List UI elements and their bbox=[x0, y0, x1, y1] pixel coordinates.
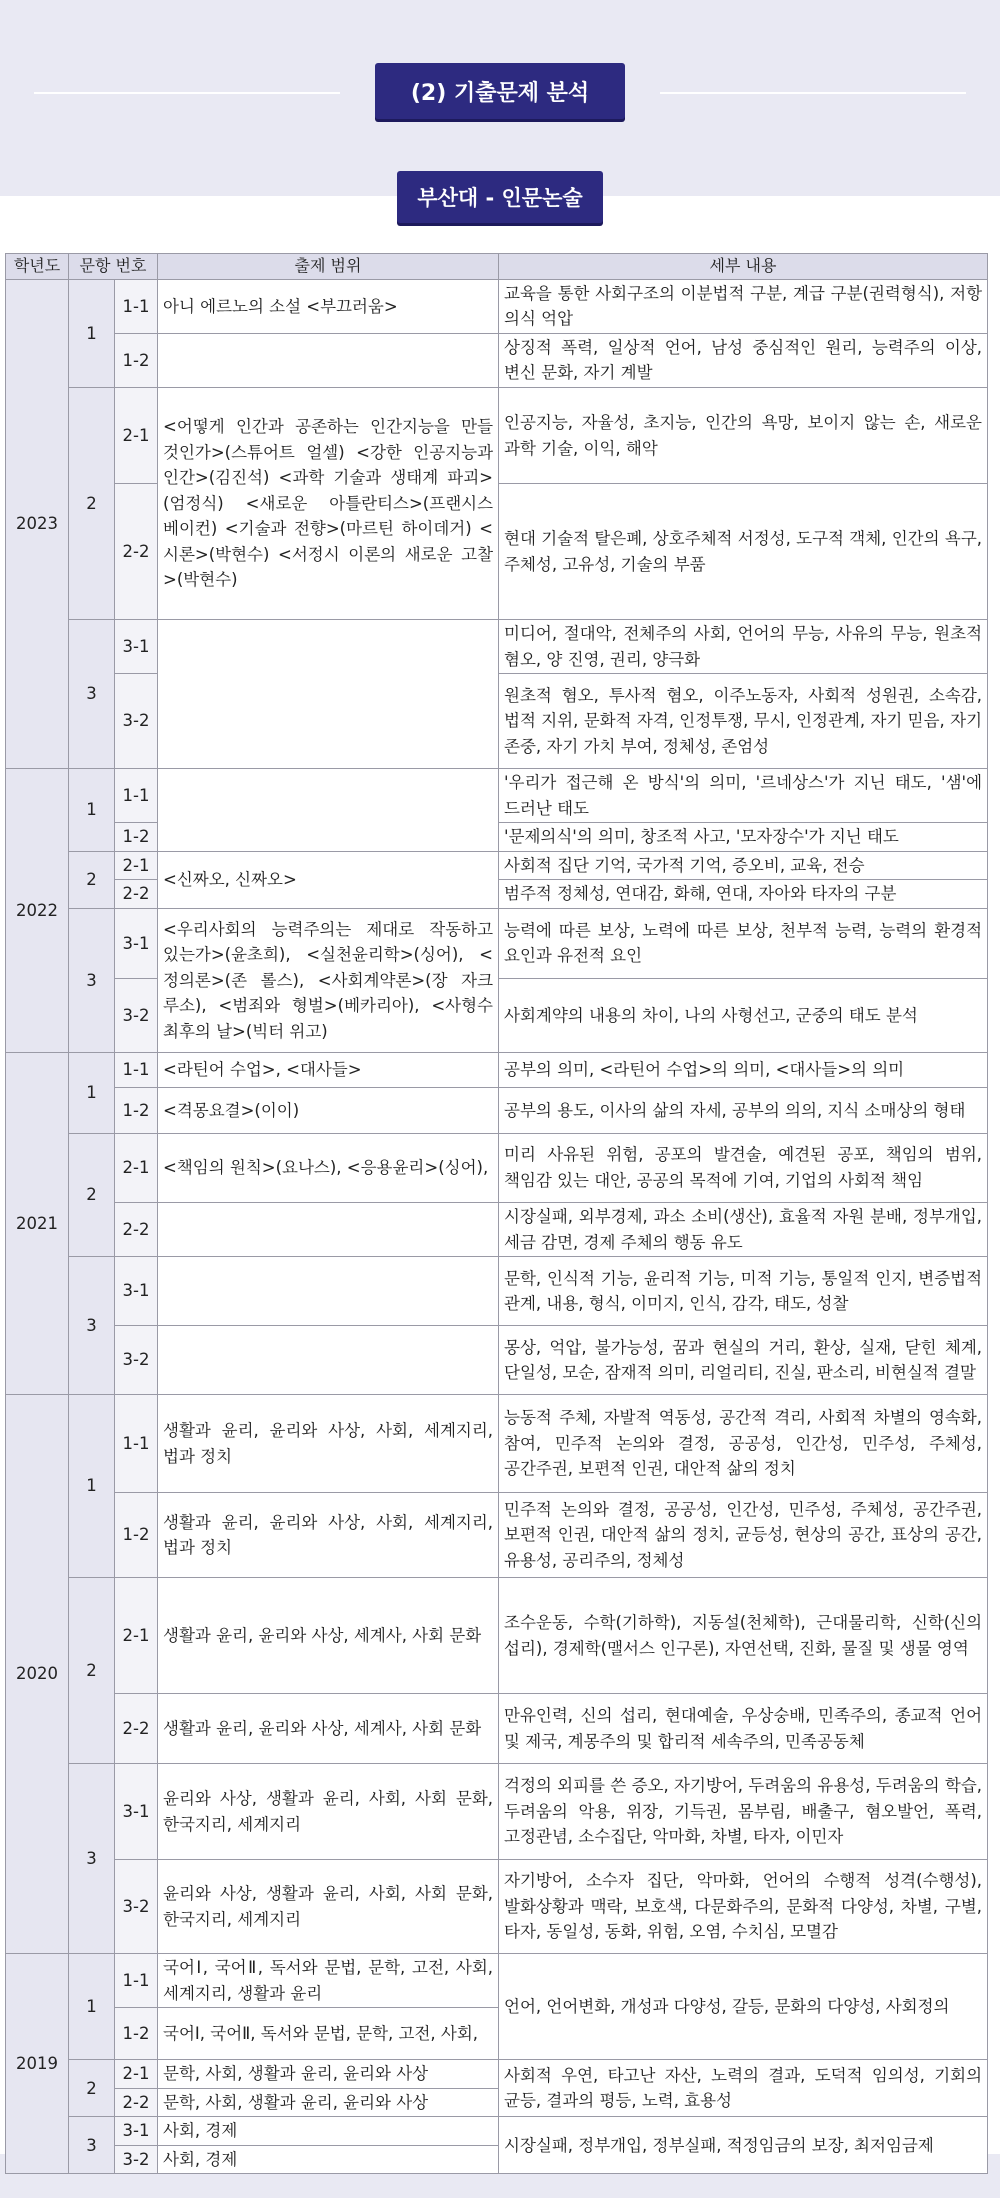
sub-question-cell: 1-2 bbox=[115, 1493, 158, 1578]
scope-cell bbox=[158, 620, 499, 769]
sub-question-cell: 1-1 bbox=[115, 279, 158, 333]
table-row bbox=[6, 1493, 988, 1578]
decorative-line-right bbox=[660, 92, 966, 94]
table-row bbox=[6, 1052, 988, 1087]
scope-cell: 국어Ⅰ, 국어Ⅱ, 독서와 문법, 문학, 고전, 사회, bbox=[158, 2008, 499, 2060]
sub-question-cell: 2-2 bbox=[115, 2088, 158, 2117]
col-header-scope: 출제 범위 bbox=[158, 254, 499, 280]
question-cell: 3 bbox=[69, 2117, 115, 2174]
sub-question-cell: 2-2 bbox=[115, 1694, 158, 1764]
year-cell: 2020 bbox=[6, 1395, 69, 1954]
sub-question-cell: 3-1 bbox=[115, 908, 158, 978]
question-cell: 1 bbox=[69, 1052, 115, 1133]
sub-question-cell: 3-1 bbox=[115, 1257, 158, 1326]
table-row bbox=[6, 620, 988, 674]
scope-cell: 문학, 사회, 생활과 윤리, 윤리와 사상 bbox=[158, 2060, 499, 2089]
table-row bbox=[6, 388, 988, 484]
sub-question-cell: 3-2 bbox=[115, 1326, 158, 1395]
detail-cell: 미디어, 절대악, 전체주의 사회, 언어의 무능, 사유의 무능, 원초적 혐오, 양 진영, 권리, 양극화 bbox=[499, 620, 988, 674]
scope-cell bbox=[158, 1326, 499, 1395]
exam-analysis-table bbox=[5, 253, 988, 2174]
scope-cell: 생활과 윤리, 윤리와 사상, 세계사, 사회 문화 bbox=[158, 1694, 499, 1764]
detail-cell: 사회계약의 내용의 차이, 나의 사형선고, 군중의 태도 분석 bbox=[499, 978, 988, 1052]
detail-cell: 자기방어, 소수자 집단, 악마화, 언어의 수행적 성격(수행성), 발화상황과 맥락, 보호색, 다문화주의, 문화적 다양성, 차별, 구별, 타자, 동일성, 동화, 위험, 오염, 수치심, 모멸감 bbox=[499, 1860, 988, 1954]
sub-question-cell: 2-1 bbox=[115, 1578, 158, 1694]
sub-question-cell: 2-1 bbox=[115, 1133, 158, 1202]
table-row bbox=[6, 1578, 988, 1694]
sub-question-cell: 1-1 bbox=[115, 1395, 158, 1493]
table-row bbox=[6, 2060, 988, 2089]
scope-cell: 사회, 경제 bbox=[158, 2117, 499, 2146]
scope-cell bbox=[158, 333, 499, 387]
detail-cell: 시장실패, 정부개입, 정부실패, 적정임금의 보장, 최저임금제 bbox=[499, 2117, 988, 2174]
table-row bbox=[6, 279, 988, 333]
question-cell: 1 bbox=[69, 1395, 115, 1578]
scope-cell bbox=[158, 1202, 499, 1256]
detail-cell: '우리가 접근해 온 방식'의 의미, '르네상스'가 지닌 태도, '샘'에 드러난 태도 bbox=[499, 769, 988, 823]
sub-question-cell: 3-2 bbox=[115, 674, 158, 769]
table-row bbox=[6, 1954, 988, 2008]
scope-cell: 아니 에르노의 소설 <부끄러움> bbox=[158, 279, 499, 333]
sub-question-cell: 2-2 bbox=[115, 1202, 158, 1256]
detail-cell: 조수운동, 수학(기하학), 지동설(천체학), 근대물리학, 신학(신의 섭리), 경제학(맬서스 인구론), 자연선택, 진화, 물질 및 생물 영역 bbox=[499, 1578, 988, 1694]
col-header-question: 문항 번호 bbox=[69, 254, 158, 280]
question-cell: 2 bbox=[69, 1133, 115, 1256]
detail-cell: 미리 사유된 위험, 공포의 발견술, 예견된 공포, 책임의 범위, 책임감 있는 대안, 공공의 목적에 기여, 기업의 사회적 책임 bbox=[499, 1133, 988, 1202]
scope-cell: <신짜오, 신짜오> bbox=[158, 851, 499, 908]
sub-question-cell: 2-1 bbox=[115, 851, 158, 880]
sub-question-cell: 1-1 bbox=[115, 1052, 158, 1087]
table-row bbox=[6, 1326, 988, 1395]
scope-cell bbox=[158, 1257, 499, 1326]
scope-cell: <어떻게 인간과 공존하는 인간지능을 만들 것인가>(스튜어트 얼셀) <강한 인공지능과 인간>(김진석) <과학 기술과 생태계 파괴>(엄정식) <새로운 아틀란티스>(프랜시스 베이컨) <기술과 전향>(마르틴 하이데거) <시론>(박현수) <서정시 이론의 새로운 고찰>(박현수) bbox=[158, 388, 499, 620]
question-cell: 2 bbox=[69, 851, 115, 908]
question-cell: 2 bbox=[69, 1578, 115, 1764]
sub-question-cell: 3-1 bbox=[115, 620, 158, 674]
detail-cell: 사회적 우연, 타고난 자산, 노력의 결과, 도덕적 임의성, 기회의 균등, 결과의 평등, 노력, 효용성 bbox=[499, 2060, 988, 2117]
table-row bbox=[6, 1087, 988, 1133]
table-row bbox=[6, 769, 988, 823]
sub-question-cell: 1-2 bbox=[115, 333, 158, 387]
sub-question-cell: 3-2 bbox=[115, 978, 158, 1052]
table-row bbox=[6, 1202, 988, 1256]
scope-cell: 윤리와 사상, 생활과 윤리, 사회, 사회 문화, 한국지리, 세계지리 bbox=[158, 1764, 499, 1860]
section-title: (2) 기출문제 분석 bbox=[375, 63, 625, 119]
col-header-year: 학년도 bbox=[6, 254, 69, 280]
table-row bbox=[6, 1694, 988, 1764]
sub-question-cell: 2-1 bbox=[115, 2060, 158, 2089]
col-header-detail: 세부 내용 bbox=[499, 254, 988, 280]
sub-question-cell: 3-2 bbox=[115, 1860, 158, 1954]
table-row bbox=[6, 2117, 988, 2146]
table-row bbox=[6, 333, 988, 387]
detail-cell: 원초적 혐오, 투사적 혐오, 이주노동자, 사회적 성원권, 소속감, 법적 지위, 문화적 자격, 인정투쟁, 무시, 인정관계, 자기 믿음, 자기 존중, 자기 가치 부여, 정체성, 존엄성 bbox=[499, 674, 988, 769]
question-cell: 2 bbox=[69, 2060, 115, 2117]
detail-cell: 민주적 논의와 결정, 공공성, 인간성, 민주성, 주체성, 공간주권, 보편적 인권, 대안적 삶의 정치, 균등성, 현상의 공간, 표상의 공간, 유용성, 공리주의, 정체성 bbox=[499, 1493, 988, 1578]
table-row bbox=[6, 908, 988, 978]
question-cell: 3 bbox=[69, 1764, 115, 1954]
scope-cell: 생활과 윤리, 윤리와 사상, 사회, 세계지리, 법과 정치 bbox=[158, 1395, 499, 1493]
detail-cell: 인공지능, 자율성, 초지능, 인간의 욕망, 보이지 않는 손, 새로운 과학 기술, 이익, 해악 bbox=[499, 388, 988, 484]
sub-question-cell: 1-1 bbox=[115, 1954, 158, 2008]
scope-cell: <우리사회의 능력주의는 제대로 작동하고 있는가>(윤초희), <실천윤리학>(싱어), <정의론>(존 롤스), <사회계약론>(장 자크 루소), <범죄와 형벌>(베카리아), <사형수 최후의 날>(빅터 위고) bbox=[158, 908, 499, 1052]
scope-cell: 윤리와 사상, 생활과 윤리, 사회, 사회 문화, 한국지리, 세계지리 bbox=[158, 1860, 499, 1954]
detail-cell: 능력에 따른 보상, 노력에 따른 보상, 천부적 능력, 능력의 환경적 요인과 유전적 요인 bbox=[499, 908, 988, 978]
detail-cell: 현대 기술적 탈은폐, 상호주체적 서정성, 도구적 객체, 인간의 욕구, 주체성, 고유성, 기술의 부품 bbox=[499, 484, 988, 620]
sub-question-cell: 2-1 bbox=[115, 388, 158, 484]
scope-cell: 문학, 사회, 생활과 윤리, 윤리와 사상 bbox=[158, 2088, 499, 2117]
scope-cell: 국어Ⅰ, 국어Ⅱ, 독서와 문법, 문학, 고전, 사회, 세계지리, 생활과 윤리 bbox=[158, 1954, 499, 2008]
table-row bbox=[6, 851, 988, 880]
detail-cell: 공부의 의미, <라틴어 수업>의 의미, <대사들>의 의미 bbox=[499, 1052, 988, 1087]
question-cell: 1 bbox=[69, 1954, 115, 2060]
detail-cell: 범주적 정체성, 연대감, 화해, 연대, 자아와 타자의 구분 bbox=[499, 880, 988, 909]
detail-cell: '문제의식'의 의미, 창조적 사고, '모자장수'가 지닌 태도 bbox=[499, 823, 988, 852]
scope-cell: <격몽요결>(이이) bbox=[158, 1087, 499, 1133]
year-cell: 2023 bbox=[6, 279, 69, 768]
sub-question-cell: 3-1 bbox=[115, 1764, 158, 1860]
scope-cell: 사회, 경제 bbox=[158, 2145, 499, 2174]
question-cell: 2 bbox=[69, 388, 115, 620]
detail-cell: 걱정의 외피를 쓴 증오, 자기방어, 두려움의 유용성, 두려움의 학습, 두려움의 악용, 위장, 기득권, 몸부림, 배출구, 혐오발언, 폭력, 고정관념, 소수집단, 악마화, 차별, 타자, 이민자 bbox=[499, 1764, 988, 1860]
sub-question-cell: 2-2 bbox=[115, 880, 158, 909]
year-cell: 2022 bbox=[6, 769, 69, 1053]
sub-question-cell: 1-2 bbox=[115, 823, 158, 852]
sub-question-cell: 3-2 bbox=[115, 2145, 158, 2174]
table-row bbox=[6, 1395, 988, 1493]
sub-question-cell: 1-2 bbox=[115, 1087, 158, 1133]
year-cell: 2021 bbox=[6, 1052, 69, 1394]
decorative-line-left bbox=[34, 92, 340, 94]
sub-question-cell: 1-2 bbox=[115, 2008, 158, 2060]
question-cell: 3 bbox=[69, 620, 115, 769]
scope-cell: 생활과 윤리, 윤리와 사상, 사회, 세계지리, 법과 정치 bbox=[158, 1493, 499, 1578]
question-cell: 3 bbox=[69, 1257, 115, 1395]
scope-cell: 생활과 윤리, 윤리와 사상, 세계사, 사회 문화 bbox=[158, 1578, 499, 1694]
scope-cell: <책임의 원칙>(요나스), <응용윤리>(싱어), bbox=[158, 1133, 499, 1202]
question-cell: 3 bbox=[69, 908, 115, 1052]
sub-question-cell: 1-1 bbox=[115, 769, 158, 823]
sub-question-cell: 2-2 bbox=[115, 484, 158, 620]
table-header-row bbox=[6, 254, 988, 280]
detail-cell: 시장실패, 외부경제, 과소 소비(생산), 효율적 자원 분배, 정부개입, 세금 감면, 경제 주체의 행동 유도 bbox=[499, 1202, 988, 1256]
detail-cell: 문학, 인식적 기능, 윤리적 기능, 미적 기능, 통일적 인지, 변증법적 관계, 내용, 형식, 이미지, 인식, 감각, 태도, 성찰 bbox=[499, 1257, 988, 1326]
question-cell: 1 bbox=[69, 279, 115, 387]
table-row bbox=[6, 1133, 988, 1202]
detail-cell: 만유인력, 신의 섭리, 현대예술, 우상숭배, 민족주의, 종교적 언어 및 제국, 계몽주의 및 합리적 세속주의, 민족공동체 bbox=[499, 1694, 988, 1764]
table-title: 부산대 - 인문논술 bbox=[397, 171, 603, 223]
table-row bbox=[6, 1257, 988, 1326]
detail-cell: 공부의 용도, 이사의 삶의 자세, 공부의 의의, 지식 소매상의 형태 bbox=[499, 1087, 988, 1133]
detail-cell: 능동적 주체, 자발적 역동성, 공간적 격리, 사회적 차별의 영속화, 참여, 민주적 논의와 결정, 공공성, 인간성, 민주성, 주체성, 공간주권, 보편적 인권, 대안적 삶의 정치 bbox=[499, 1395, 988, 1493]
year-cell: 2019 bbox=[6, 1954, 69, 2174]
detail-cell: 교육을 통한 사회구조의 이분법적 구분, 계급 구분(권력형식), 저항 의식 억압 bbox=[499, 279, 988, 333]
detail-cell: 언어, 언어변화, 개성과 다양성, 갈등, 문화의 다양성, 사회정의 bbox=[499, 1954, 988, 2060]
question-cell: 1 bbox=[69, 769, 115, 852]
scope-cell: <라틴어 수업>, <대사들> bbox=[158, 1052, 499, 1087]
detail-cell: 사회적 집단 기억, 국가적 기억, 증오비, 교육, 전승 bbox=[499, 851, 988, 880]
detail-cell: 몽상, 억압, 불가능성, 꿈과 현실의 거리, 환상, 실재, 닫힌 체계, 단일성, 모순, 잠재적 의미, 리얼리티, 진실, 판소리, 비현실적 결말 bbox=[499, 1326, 988, 1395]
sub-question-cell: 3-1 bbox=[115, 2117, 158, 2146]
table-row bbox=[6, 1764, 988, 1860]
detail-cell: 상징적 폭력, 일상적 언어, 남성 중심적인 원리, 능력주의 이상, 변신 문화, 자기 계발 bbox=[499, 333, 988, 387]
table-row bbox=[6, 1860, 988, 1954]
scope-cell bbox=[158, 769, 499, 852]
